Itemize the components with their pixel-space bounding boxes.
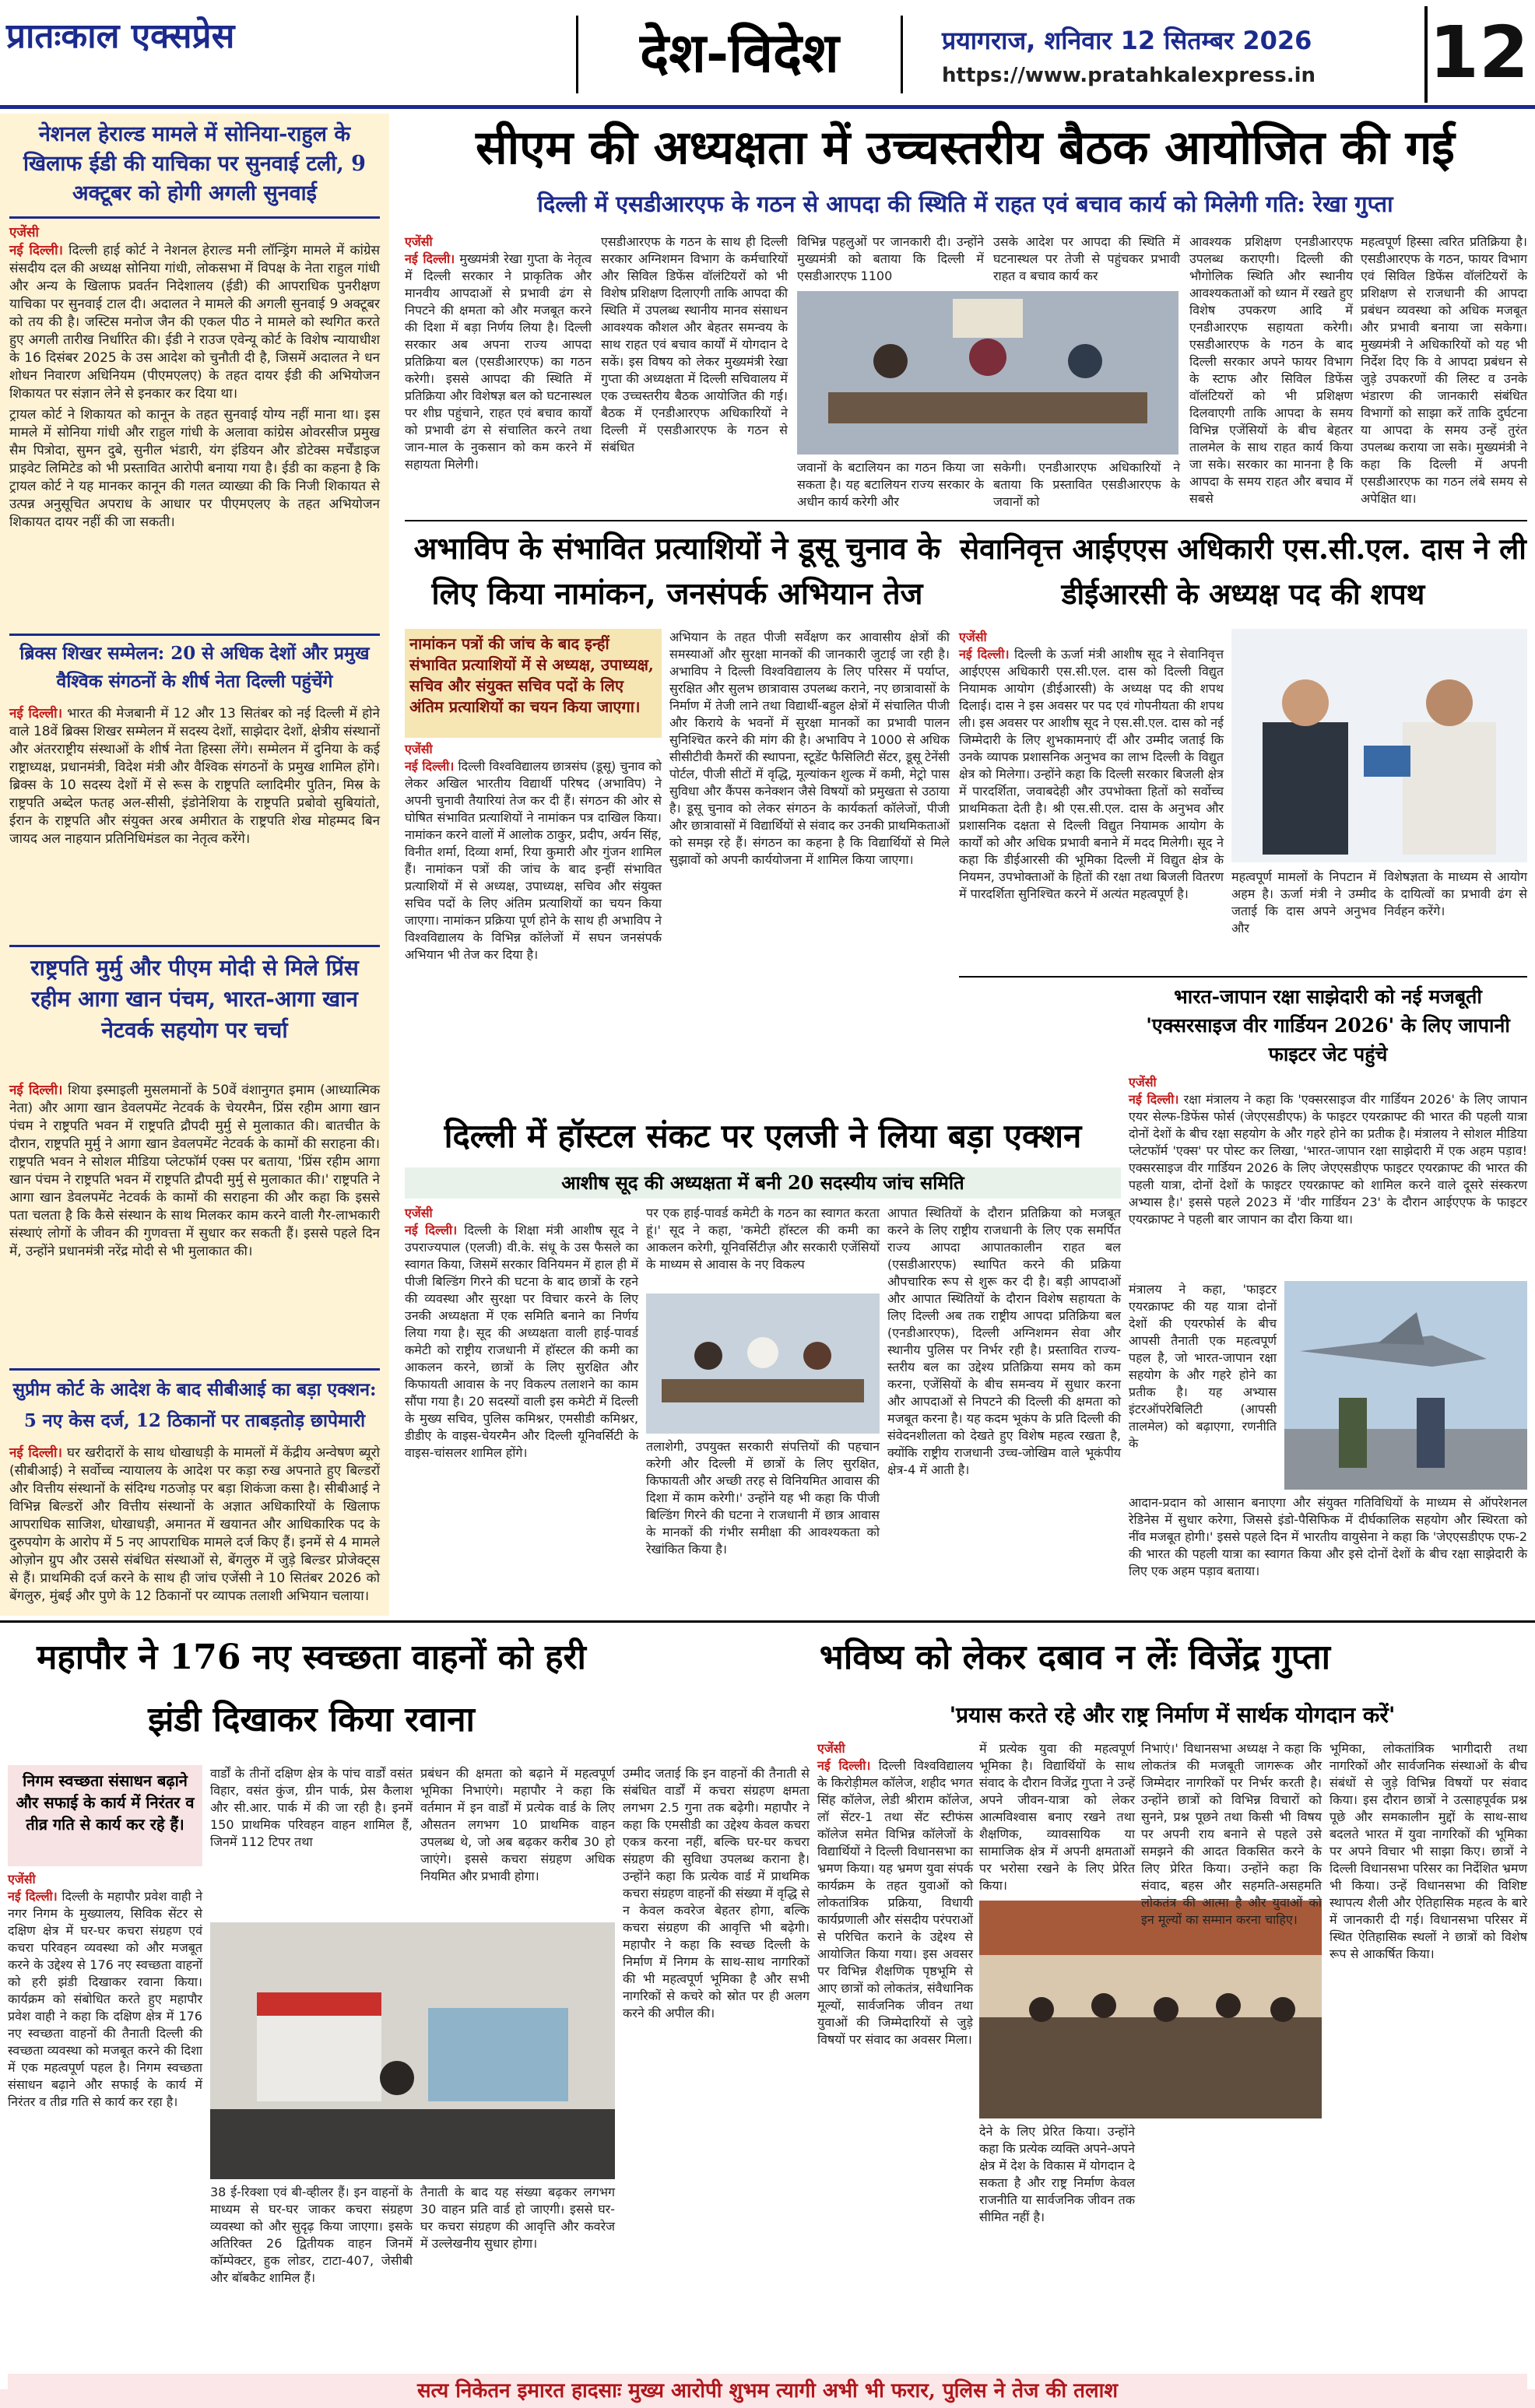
ias-body-right: विशेषज्ञता के माध्यम से आयोग के दायित्वों का प्रभावी ढंग से निर्वहन करेंगे। — [1384, 869, 1527, 918]
divider — [9, 945, 380, 947]
divider — [959, 976, 1527, 978]
abvp-col2: अभियान के तहत पीजी सर्वेक्षण कर आवासीय क्षेत्रों की समस्याओं और सुरक्षा मानकों की जानकारी जुटाई जा रही है। अभाविप ने दिल्ली विश्वविद्यालय के लिए परिसर में पर्याप्त, सुरक्षित और सुलभ छात्रावास उपलब्ध कराने, नए छात्रावासों के निर्माण में तेजी लाने तथा विद्यार्थी-बहुल क्षेत्रों में संचालित पीजी और किराये के भवनों में सुरक्षा मानकों का प्रभावी पालन सुनिश्चित करने की मांग की है। अभाविप ने 1000 से अधिक सीसीटीवी कैमरों की स्थापना, स्टूडेंट फैसिलिटी सेंटर, डूसू टेनेंसी पोर्टल, पीजी सीटों में वृद्धि, मूल्यांकन शुल्क में कमी, मेट्रो पास सुविधा और कैंपस कनेक्शन जैसे विषयों को प्रमुखता से उठाया है। डूसू चुनाव को लेकर संगठन के कार्यकर्ता कॉलेजों, पीजी और छात्रावासों में विद्यार्थियों से संवाद कर उनकी प्राथमिकताओं को समझ रहे हैं। संगठन का कहना है कि विद्यार्थियों से मिले सुझावों को अपनी कार्ययोजना में शामिल किया जाएगा। — [669, 630, 950, 867]
japan-body-narrow: मंत्रालय ने कहा, 'फाइटर एयरक्राफ्ट की यह यात्रा दोनों देशों की एयरफोर्स के बीच आपसी तैनाती एक महत्वपूर्ण पहल है, जो भारत-जापान रक्षा सहयोग के और गहरे होने का प्रतीक है। यह अभ्यास इंटरऑपरेबिलिटी (आपसी तालमेल) को बढ़ाएगा, रणनीति के — [1129, 1282, 1277, 1451]
section-title: देश-विदेश — [576, 16, 903, 93]
byline: एजेंसी — [405, 742, 433, 756]
story4-body — [9, 1444, 380, 1609]
vijender-col4: भूमिका, लोकतांत्रिक भागीदारी तथा नागरिकों और सार्वजनिक संस्थाओं के बीच संबंधों से जुड़े विभिन्न विषयों पर संवाद किया। इस दौरान छात्रों ने उत्साहपूर्वक प्रश्न पूछे और समकालीन मुद्दों के साथ-साथ बदलते भारत में युवा नागरिकों की भूमिका पर अपने विचार भी साझा किए। छात्रों ने दिल्ली विधानसभा परिसर का निर्देशित भ्रमण भी किया। उन्हें विधानसभा की विशिष्ट स्थापत्य शैली और ऐतिहासिक महत्व के बारे में जानकारी दी गई। विधानसभा परिसर में स्थित ऐतिहासिक स्थलों ने छात्रों को विशेष रूप से आकर्षित किया। — [1330, 1741, 1528, 1961]
lead-col1 — [405, 233, 592, 514]
lead-text: मुख्यमंत्री रेखा गुप्ता के नेतृत्व में दिल्ली सरकार ने प्राकृतिक और मानवीय आपदाओं से प्रभावी ढंग से निपटने की क्षमता को और मजबूत करने की दिशा में बड़ा निर्णय लिया है। दिल्ली सरकार अब अपना राज्य आपदा प्रतिक्रिया बल (एसडीआरएफ) का गठन करेगी। इससे आपदा की स्थिति में प्रतिक्रिया और विशेषज्ञ बल को घटनास्थल पर शीघ्र पहुंचाने, राहत एवं बचाव कार्यों को प्रभावी ढंग से संचालित करने तथा जान-माल के नुकसान को कम करने में सहायता मिलेगी। — [405, 251, 592, 472]
hostel-photo — [646, 1294, 880, 1434]
bottom-headline: सत्य निकेतन इमारत हादसाः मुख्य आरोपी शुभम त्यागी अभी भी फरार, पुलिस ने तेज की तलाश — [8, 2374, 1527, 2408]
story1-headline: नेशनल हेराल्ड मामले में सोनिया-राहुल के खिलाफ ईडी की याचिका पर सुनवाई टली, 9 अक्टूबर को होगी अगली सुनवाई — [23, 122, 366, 205]
story3-text: शिया इस्माइली मुसलमानों के 50वें वंशानुगत इमाम (आध्यात्मिक नेता) और आगा खान डेवलपमेंट नेटवर्क के चेयरमैन, प्रिंस रहीम आगा खान पंचम ने राष्ट्रपति भवन में राष्ट्रपति द्रौपदी मुर्मु से मुलाकात की। बातचीत के दौरान, राष्ट्रपति मुर्मु ने आगा खान डेवलपमेंट नेटवर्क के कामों की सराहना की। राष्ट्रपति भवन ने सोशल मीडिया प्लेटफॉर्म एक्स पर बताया, 'प्रिंस रहीम आगा खान पंचम ने राष्ट्रपति भवन में राष्ट्रपति द्रौपदी मुर्मु से मुलाकात की।' राष्ट्रपति ने आगा खान डेवलपमेंट नेटवर्क के कामों की सराहना की और कहा कि इससे पता चलता है कि कैसे संस्थान के साथ मिलकर काम करने वाली गैर-लाभकारी संस्थाएं लोगों के जीवन की गुणवत्ता में सुधार कर सकती हैं। इससे पहले दिन में, उन्होंने प्रधानमंत्री नरेंद्र मोदी से भी मुलाकात की। — [9, 1083, 381, 1259]
vijender-text: दिल्ली विश्वविद्यालय के किरोड़ीमल कॉलेज, शहीद भगत सिंह कॉलेज, लेडी श्रीराम कॉलेज, लॉ सेंटर-1 तथा सेंट स्टीफंस कॉलेज समेत विभिन्न कॉलेजों के विद्यार्थियों ने दिल्ली विधानसभा का भ्रमण किया। यह भ्रमण युवा संपर्क कार्यक्रम के तहत युवाओं को लोकतांत्रिक प्रक्रिया, विधायी कार्यप्रणाली और संसदीय परंपराओं से परिचित कराने के उद्देश्य से आयोजित किया गया। इस अवसर पर विभिन्न शैक्षणिक पृष्ठभूमि से आए छात्रों को लोकतंत्र, संवैधानिक मूल्यों, सार्वजनिक जीवन तथा युवाओं की जिम्मेदारियों से जुड़े विषयों पर संवाद का अवसर मिला। — [817, 1758, 974, 2047]
vijender-col3: निभाएं।' विधानसभा अध्यक्ष ने कहा कि लोकतंत्र की मजबूती जागरूक और जिम्मेदार नागरिकों पर निर्भर करती है। उन्होंने छात्रों को विभिन्न विचारों को सुनने, प्रश्न पूछने तथा किसी भी विषय पर अपनी राय बनाने से पहले उसे समझने की आदत विकसित करने के लिए प्रेरित किया। उन्होंने कहा कि संवाद, बहस और सहमति-असहमति लोकतंत्र की आत्मा है और युवाओं को इन मूल्यों का सम्मान करना चाहिए। — [1141, 1741, 1322, 1927]
dateline: नई दिल्ली। — [405, 251, 455, 266]
story1-body — [9, 224, 380, 629]
abvp-col1 — [405, 741, 662, 1107]
vijender-headline: भविष्य को लेकर दबाव न लेंः विजेंद्र गुप्ता — [819, 1638, 1331, 1677]
vehicles-photo-image — [210, 1922, 615, 2179]
mayor-col1 — [8, 1871, 202, 2385]
lead-headline: सीएम की अध्यक्षता में उच्चस्तरीय बैठक आयोजित की गई — [476, 121, 1455, 175]
story2-text: भारत की मेजबानी में 12 और 13 सितंबर को नई दिल्ली में होने वाले 18वें ब्रिक्स शिखर सम्मेलन में सदस्य देशों, साझेदार देशों, क्षेत्रीय संस्थानों और अंतरराष्ट्रीय संस्थाओं के शीर्ष नेता हिस्सा लेंगे। सम्मेलन में दुनिया के कई राष्ट्राध्यक्ष, प्रधानमंत्री, विदेश मंत्री और वैश्विक संगठनों के प्रमुख शामिल होंगे। ब्रिक्स के 10 सदस्य देशों में से रूस के राष्ट्रपति व्लादिमीर पुतिन, मिस्र के राष्ट्रपति अब्देल फतह अल-सीसी, इंडोनेशिया के राष्ट्रपति प्रबोवो सुबियांतो, ईरान के राष्ट्रपति और संयुक्त अरब अमीरात के राष्ट्रपति शेख मोहम्मद बिन जायद अल नाहयान प्रतिनिधिमंडल का नेतृत्व करेंगे। — [9, 706, 380, 847]
story1-text2: ट्रायल कोर्ट ने शिकायत को कानून के तहत सुनवाई योग्य नहीं माना था। इस मामले में सोनिया गांधी और राहुल गांधी के अलावा कांग्रेस ओवरसीज प्रमुख सैम पित्रोदा, सुमन दुबे, सुनील भंडारी, यंग इंडियन और डोटेक्स मर्चेंडाइज प्राइवेट लिमिटेड को भी प्रस्तावित आरोपी बनाया गया है। ईडी का कहना है कि ट्रायल कोर्ट ने यह मानकर कानून की गलत व्याख्या की कि निजी शिकायत से उत्पन्न अनुसूचित अपराध के आधार पर पीएमएलए के तहत अभियोजन शिकायत दायर नहीं की जा सकती। — [9, 407, 380, 530]
lead-subheadline: दिल्ली में एसडीआरएफ के गठन से आपदा की स्थिति में राहत एवं बचाव कार्य को मिलेगी गति: रेखा गुप्ता — [537, 191, 1393, 217]
byline: एजेंसी — [405, 234, 433, 249]
date-line: प्रयागराज, शनिवार 12 सितम्बर 2026 — [942, 26, 1312, 55]
story2-body — [9, 705, 380, 939]
hostel-col3: आपात स्थितियों के दौरान प्रतिक्रिया को मजबूत करने के लिए राष्ट्रीय राजधानी के लिए एक समर्पित राज्य आपदा आपातकालीन राहत बल (एसडीआरएफ) स्थापित करने की प्रक्रिया औपचारिक रूप से शुरू कर दी है। बड़ी आपदाओं और आपात स्थितियों के दौरान विशेष सहायता के लिए दिल्ली अब तक राष्ट्रीय आपदा प्रतिक्रिया बल (एनडीआरएफ), दिल्ली अग्निशमन सेवा और स्थानीय पुलिस पर निर्भर रही है। प्रस्तावित राज्य-स्तरीय बल का उद्देश्य प्रतिक्रिया समय को कम करना, एजेंसियों के बीच समन्वय में सुधार करना और आपदाओं से निपटने की दिल्ली की क्षमता को मजबूत करना है। यह कदम भूकंप के प्रति दिल्ली की संवेदनशीलता को देखते हुए विशेष महत्व रखता है, क्योंकि राष्ट्रीय राजधानी उच्च-जोखिम वाले भूकंपीय क्षेत्र-4 में आती है। — [887, 1206, 1121, 1477]
dateline: नई दिल्ली। — [9, 706, 63, 721]
vijender-col3b — [1141, 2123, 1322, 2385]
story3-headline: राष्ट्रपति मुर्मु और पीएम मोदी से मिले प्रिंस रहीम आगा खान पंचम, भारत-आगा खान नेटवर्क सहयोग पर चर्चा — [30, 955, 359, 1043]
vehicles-photo — [210, 1922, 615, 2179]
byline: एजेंसी — [1129, 1075, 1157, 1090]
dateline: नई दिल्ली। — [1129, 1092, 1179, 1107]
dateline: नई दिल्ली। — [959, 647, 1010, 662]
mayor-col3b: तैनाती के बाद यह संख्या बढ़कर लगभग 30 वाहन प्रति वार्ड हो जाएगी। इससे घर-घर कचरा संग्रहण की आवृत्ति और कवरेज में उल्लेखनीय सुधार होगा। — [420, 2185, 615, 2251]
lead-col5: आवश्यक प्रशिक्षण एनडीआरएफ उपलब्ध कराएगी। दिल्ली की भौगोलिक स्थिति और स्थानीय आवश्यकताओं को ध्यान में रखते हुए विशेष उपकरण आदि में एनडीआरएफ सहायता करेगी। एसडीआरएफ के गठन के बाद दिल्ली सरकार अपने फायर विभाग के स्टाफ और सिविल डिफेंस वॉलंटियरों को भी प्रशिक्षण दिलवाएगी ताकि आपदा के समय विभिन्न एजेंसियों के बीच बेहतर तालमेल के साथ राहत कार्य किया जा सके। सरकार का मानना है कि आपदा के समय राहत और बचाव में सबसे — [1189, 234, 1353, 506]
left-column — [0, 114, 389, 1616]
lead-col3a: विभिन्न पहलुओं पर जानकारी दी। उन्होंने मुख्यमंत्री को बताया कि दिल्ली में एसडीआरएफ 1100 — [797, 234, 984, 283]
vijender-col2b: देने के लिए प्रेरित किया। उन्होंने कहा कि प्रत्येक व्यक्ति अपने-अपने क्षेत्र में देश के विकास में योगदान दे सकता है और राष्ट्र निर्माण केवल राजनीति या सार्वजनिक जीवन तक सीमित नहीं है। — [979, 2124, 1135, 2224]
ias-headline: सेवानिवृत्त आईएएस अधिकारी एस.सी.एल. दास ने ली डीईआरसी के अध्यक्ष पद की शपथ — [960, 532, 1526, 611]
lead-col4b: सकेगी। एनडीआरएफ अधिकारियों ने बताया कि प्रस्तावित एसडीआरएफ के जवानों को — [993, 460, 1180, 509]
hostel-col1 — [405, 1205, 638, 1614]
hostel-text: दिल्ली के शिक्षा मंत्री आशीष सूद ने उपराज्यपाल (एलजी) वी.के. संधू के उस फैसले का स्वागत किया, जिसमें सरकार विनियमन में हाल ही में पीजी बिल्डिंग गिरने की घटना के बाद छात्रों के रहने की व्यवस्था और सुरक्षा पर विचार करने के लिए उनकी अध्यक्षता में एक समिति बनाने का निर्णय लिया गया है। सूद की अध्यक्षता वाली हाई-पावर्ड कमेटी को राष्ट्रीय राजधानी में हॉस्टल की कमी का आकलन करने, छात्रों के लिए सुरक्षित और किफायती आवास के नए विकल्प तलाशने का काम सौंपा गया है। 20 सदस्यों वाली इस कमेटी में दिल्ली के मुख्य सचिव, पुलिस कमिश्नर, एमसीडी कमिश्नर, डीडीए के वाइस-चेयरमैन और दिल्ली यूनिवर्सिटी के वाइस-चांसलर शामिल होंगे। — [405, 1223, 639, 1460]
ias-body-left: महत्वपूर्ण मामलों के निपटान में अहम है। ऊर्जा मंत्री ने उम्मीद जताई कि दास अपने अनुभव और — [1231, 869, 1376, 935]
masthead — [0, 0, 1535, 109]
vijender-col2: में प्रत्येक युवा की महत्वपूर्ण भूमिका है। विद्यार्थियों के साथ संवाद के दौरान विजेंद्र गुप्ता ने उन्हें अपने जीवन-यात्रा को लेकर आत्मविश्वास बनाए रखने तथा शैक्षणिक, व्यावसायिक या सामाजिक क्षेत्र में अपनी क्षमताओं पर भरोसा रखने के लिए प्रेरित किया। — [979, 1741, 1135, 1893]
meeting-photo-image — [797, 291, 1178, 455]
divider — [9, 634, 380, 636]
page-number: 12 — [1424, 6, 1530, 103]
byline: एजेंसी — [8, 1872, 36, 1887]
dateline: नई दिल्ली। — [9, 1445, 62, 1461]
dateline: नई दिल्ली। — [405, 1223, 458, 1237]
mayor-col2b: 38 ई-रिक्शा एवं बी-व्हीलर हैं। इन वाहनों के माध्यम से घर-घर जाकर कचरा संग्रहण व्यवस्था को और सुदृढ़ किया जाएगा। इसके अतिरिक्त 26 द्वितीयक वाहन जिनमें कॉम्पेक्टर, हुक लोडर, टाटा-407, जेसीबी और बॉबकैट शामिल हैं। — [210, 2185, 413, 2285]
dateline: नई दिल्ली। — [9, 1083, 63, 1098]
byline: एजेंसी — [405, 1206, 433, 1220]
story2-headline: ब्रिक्स शिखर सम्मेलन: 20 से अधिक देशों और प्रमुख वैश्विक संगठनों के शीर्ष नेता दिल्ली पहुंचेंगे — [19, 643, 370, 692]
jet-photo-image — [1284, 1281, 1527, 1490]
abvp-text: दिल्ली विश्वविद्यालय छात्रसंघ (डूसू) चुनाव को लेकर अखिल भारतीय विद्यार्थी परिषद (अभाविप) ने अपनी चुनावी तैयारियां तेज कर दी हैं। संगठन की ओर से घोषित संभावित प्रत्याशियों ने नामांकन पत्र दाखिल किया। नामांकन करने वालों में आलोक ठाकुर, प्रदीप, अर्यन सिंह, विनीत शर्मा, दिव्या शर्मा, रिया कुमारी और गुंजन शामिल हैं। नामांकन पत्रों की जांच के बाद इन्हीं संभावित प्रत्याशियों में से अध्यक्ष, उपाध्यक्ष, सचिव और संयुक्त सचिव पदों के लिए अंतिम प्रत्याशियों का चयन किया जाएगा। नामांकन प्रक्रिया पूर्ण होने के साथ ही अभाविप ने विश्वविद्यालय के विभिन्न कॉलेजों में सघन जनसंपर्क अभियान भी तेज कर दिया है। — [405, 759, 662, 962]
oath-photo-image — [1231, 629, 1527, 862]
mayor-headline: महापौर ने 176 नए स्वच्छता वाहनों को हरी झंडी दिखाकर किया रवाना — [37, 1638, 586, 1739]
hostel-photo-image — [646, 1294, 880, 1434]
japan-text: रक्षा मंत्रालय ने कहा कि 'एक्सरसाइज वीर गार्डियन 2026' के लिए जापान एयर सेल्फ-डिफेंस फोर्स (जेएएसडीएफ) के फाइटर एयरक्राफ्ट की भारत की पहली यात्रा दोनों देशों के बीच रक्षा सहयोग के और गहरे होने का प्रतीक है। मंत्रालय ने सोशल मीडिया प्लेटफॉर्म 'एक्स' पर पोस्ट कर लिखा, 'भारत-जापान रक्षा साझेदारी में एक अहम पड़ाव! एक्सरसाइज वीर गार्डियन 2026 के लिए जेएएसडीएफ फाइटर एयरक्राफ्ट की भारत की पहली यात्रा, दोनों देशों के फाइटर एयरक्राफ्ट को शामिल करने वाले दूसरे संस्करण अभ्यास है।' इससे पहले 2023 में 'वीर गार्डियन 23' के दौरान आईएएफ के फाइटर एयरक्राफ्ट ने पहली बार जापान का दौरा किया था। — [1129, 1092, 1527, 1227]
ias-text: दिल्ली के ऊर्जा मंत्री आशीष सूद ने सेवानिवृत्त आईएएस अधिकारी एस.सी.एल. दास को दिल्ली विद्युत नियामक आयोग (डीईआरसी) के अध्यक्ष पद की शपथ दिलाई। दास ने इस अवसर पर पद एवं गोपनीयता की शपथ ली। इस अवसर पर आशीष सूद ने एस.सी.एल. दास को नई जिम्मेदारी के लिए शुभकामनाएं दीं और उम्मीद जताई कि उनके व्यापक प्रशासनिक अनुभव का लाभ दिल्ली के विद्युत क्षेत्र को मिलेगा। उन्होंने कहा कि दिल्ली सरकार बिजली क्षेत्र में पारदर्शिता, जवाबदेही और उपभोक्ता हितों को सर्वोच्च प्राथमिकता देती है। श्री एस.सी.एल. दास के अनुभव और प्रशासनिक दक्षता से दिल्ली विद्युत नियामक आयोग के कार्यों को और अधिक प्रभावी बनाने में मदद मिलेगी। सूद ने कहा कि डीईआरसी की भूमिका दिल्ली में विद्युत क्षेत्र के नियमन, उपभोक्ताओं के हितों की रक्षा तथा बिजली वितरण में पारदर्शिता सुनिश्चित करने में अत्यंत महत्वपूर्ण है। — [959, 647, 1224, 901]
jet-photo — [1284, 1281, 1527, 1490]
paper-name: प्रातःकाल एक्सप्रेस — [6, 16, 235, 56]
assembly-photo-image — [979, 1901, 1322, 2118]
abvp-pullquote: नामांकन पत्रों की जांच के बाद इन्हीं संभावित प्रत्याशियों में से अध्यक्ष, उपाध्यक्ष, सचिव और संयुक्त सचिव पदों के लिए अंतिम प्रत्याशियों का चयन किया जाएगा। — [405, 629, 662, 738]
story3-body — [9, 1082, 380, 1364]
divider — [0, 1620, 1535, 1623]
dateline: नई दिल्ली। — [817, 1758, 871, 1773]
vijender-subheadline: 'प्रयास करते रहे और राष्ट्र निर्माण में सार्थक योगदान करें' — [949, 1702, 1396, 1728]
story4-headline: सुप्रीम कोर्ट के आदेश के बाद सीबीआई का बड़ा एक्शन: 5 नए केस दर्ज, 12 ठिकानों पर ताबड़तोड़ छापेमारी — [12, 1379, 377, 1431]
byline: एजेंसी — [9, 225, 39, 240]
byline: एजेंसी — [817, 1741, 845, 1756]
lead-col3b: जवानों के बटालियन का गठन किया जा सकता है। यह बटालियन राज्य सरकार के अधीन कार्य करेगी और — [797, 460, 984, 509]
japan-headline: भारत-जापान रक्षा साझेदारी को नई मजबूती 'एक्सरसाइज वीर गार्डियन 2026' के लिए जापानी फाइटर जेट पहुंचे — [1146, 985, 1510, 1065]
hostel-headline: दिल्ली में हॉस्टल संकट पर एलजी ने लिया बड़ा एक्शन — [444, 1117, 1082, 1155]
byline: एजेंसी — [959, 630, 987, 644]
hostel-col2b: तलाशेगी, उपयुक्त सरकारी संपत्तियों की पहचान करेगी और दिल्ली में छात्रों के लिए सुरक्षित, किफायती और अच्छी तरह से विनियमित आवास की दिशा में काम करेगी।' उन्होंने यह भी कहा कि पीजी बिल्डिंग गिरने की घटना ने राजधानी में छात्र आवास के मानकों की गंभीर समीक्षा की आवश्यकता को रेखांकित किया है। — [646, 1439, 880, 1557]
lead-col6: महत्वपूर्ण हिस्सा त्वरित प्रतिक्रिया है। एसडीआरएफ के गठन, फायर विभाग एवं सिविल डिफेंस वॉलंटियरों के प्रशिक्षण से राजधानी की आपदा प्रबंधन व्यवस्था को अधिक मजबूत और प्रभावी बनाया जा सकेगा। मुख्यमंत्री ने अधिकारियों को यह भी निर्देश दिए कि वे आपदा प्रबंधन से जुड़े उपकरणों की लिस्ट व उनके भंडारण की जानकारी संबंधित विभागों को साझा करें ताकि दुर्घटना या आपदा के समय उन्हें तुरंत उपलब्ध कराया जा सके। मुख्यमंत्री ने कहा कि दिल्ली में अपनी एसडीआरएफ का गठन लंबे समय से अपेक्षित था। — [1361, 234, 1527, 506]
divider — [9, 216, 380, 219]
japan-body — [1129, 1074, 1527, 1276]
mayor-pullquote: निगम स्वच्छता संसाधन बढ़ाने और सफाई के कार्य में निरंतर व तीव्र गति से कार्य कर रहे हैं। — [8, 1765, 202, 1866]
website-link[interactable]: https://www.pratahkalexpress.in — [942, 64, 1316, 87]
mayor-text: दिल्ली के महापौर प्रवेश वाही ने नगर निगम के मुख्यालय, सिविक सेंटर से दक्षिण क्षेत्र में घर-घर कचरा संग्रहण एवं कचरा परिवहन व्यवस्था को और मजबूत करने के उद्देश्य से 176 नए स्वच्छता वाहनों को हरी झंडी दिखाकर रवाना किया। कार्यक्रम को संबोधित करते हुए महापौर प्रवेश वाही ने कहा कि दक्षिण क्षेत्र में 176 नए स्वच्छता वाहनों की तैनाती दिल्ली की स्वच्छता व्यवस्था को मजबूत करने की दिशा में एक महत्वपूर्ण पहल है। निगम स्वच्छता संसाधन बढ़ाने और सफाई के कार्य में निरंतर व तीव्र गति से कार्य कर रहा है। — [8, 1889, 202, 2109]
divider — [405, 520, 1527, 521]
lead-col4a: उसके आदेश पर आपदा की स्थिति में घटनास्थल पर तेजी से पहुंचकर प्रभावी राहत व बचाव कार्य कर — [993, 234, 1180, 283]
abvp-headline: अभाविप के संभावित प्रत्याशियों ने डूसू चुनाव के लिए किया नामांकन, जनसंपर्क अभियान तेज — [413, 531, 941, 612]
japan-body-bottom: आदान-प्रदान को आसान बनाएगा और संयुक्त गतिविधियों के माध्यम से ऑपरेशनल रेडिनेस में सुधार करेगा, जिससे इंडो-पैसिफिक में दीर्घकालिक सहयोग और स्थिरता को नींव मजबूत होगी।' इससे पहले दिन में भारतीय वायुसेना ने कहा कि 'जेएएसडीएफ एफ-2 की भारत की पहली यात्रा का स्वागत किया और इसे दोनों देशों के बीच रक्षा साझेदारी के लिए एक अहम पड़ाव बताया। — [1129, 1495, 1527, 1578]
story1-text: दिल्ली हाई कोर्ट ने नेशनल हेराल्ड मनी लॉन्ड्रिंग मामले में कांग्रेस संसदीय दल की अध्यक्ष सोनिया गांधी, लोकसभा में विपक्ष के नेता राहुल गांधी और अन्य के खिलाफ प्रवर्तन निदेशालय (ईडी) की आपराधिक पुनरीक्षण याचिका पर सुनवाई टाल दी। अदालत ने मामले की अगली सुनवाई 9 अक्टूबर को तय की है। जस्टिस मनोज जैन की एकल पीठ ने मामले को स्थगित करते हुए अगली तारीख निर्धारित की। ईडी ने राउज एवेन्यू कोर्ट के विशेष न्यायाधीश के 16 दिसंबर 2025 के उस आदेश को चुनौती दी है, जिसमें अदालत ने धन शोधन निवारण अधिनियम (पीएमएलए) के तहत दायर ईडी की अभियोजन शिकायत पर संज्ञान लेने से इनकार कर दिया था। — [9, 243, 381, 402]
dateline: नई दिल्ली। — [8, 1889, 58, 1904]
meeting-photo — [797, 291, 1178, 455]
divider — [9, 1368, 380, 1371]
mayor-col4: उम्मीद जताई कि इन वाहनों की तैनाती से संबंधित वार्डों में कचरा संग्रहण क्षमता लगभग 2.5 गुना तक बढ़ेगी। महापौर ने कहा कि एमसीडी का उद्देश्य केवल कचरा एकत्र करना नहीं, बल्कि घर-घर कचरा संग्रहण की सुविधा उपलब्ध कराना है। उन्होंने कहा कि प्रत्येक वार्ड में प्राथमिक कचरा संग्रहण वाहनों की संख्या में वृद्धि से न केवल कवरेज बेहतर होगा, बल्कि कचरा संग्रहण की आवृत्ति भी बढ़ेगी। महापौर ने कहा कि स्वच्छ दिल्ली के निर्माण में निगम के साथ-साथ नागरिकों की भी महत्वपूर्ण भूमिका है और सभी नागरिकों से कचरे को स्रोत पर ही अलग करने की अपील की। — [623, 1766, 810, 2020]
hostel-subheadline: आशीष सूद की अध्यक्षता में बनी 20 सदस्यीय जांच समिति — [405, 1167, 1121, 1199]
oath-photo — [1231, 629, 1527, 862]
story4-text: घर खरीदारों के साथ धोखाधड़ी के मामलों में केंद्रीय अन्वेषण ब्यूरो (सीबीआई) ने सर्वोच्च न्यायालय के आदेश पर कड़ा रुख अपनाते हुए बिल्डरों और वित्तीय संस्थानों के संदिग्ध गठजोड़ पर बड़ा शिकंजा कसा है। सीबीआई ने विभिन्न बिल्डरों और वित्तीय संस्थानों के अज्ञात अधिकारियों के खिलाफ आपराधिक साजिश, धोखाधड़ी, अमानत में खयानत और आधिकारिक पद के दुरुपयोग के आरोप में 5 नए आपराधिक मामले दर्ज किए हैं। इनमें से 4 मामले ओज़ोन ग्रुप और उससे संबंधित संस्थाओं से, बेंगलुरु में जुड़े बिल्डर प्रोजेक्ट्स से हैं। प्राथमिकी दर्ज करने के साथ ही जांच एजेंसी ने 10 सितंबर 2026 को बेंगलुरु, मुंबई और पुणे के 12 ठिकानों पर व्यापक तलाशी अभियान चलाया। — [9, 1445, 380, 1604]
mayor-col2: वार्डों के तीनों दक्षिण क्षेत्र के पांच वार्डों वसंत विहार, वसंत कुंज, ग्रीन पार्क, प्रेस कैलाश और सी.आर. पार्क में की जा रही है। इनमें 150 प्राथमिक परिवहन वाहन शामिल हैं, जिनमें 112 टिपर तथा — [210, 1766, 413, 1849]
mayor-col3: प्रबंधन की क्षमता को बढ़ाने में महत्वपूर्ण भूमिका निभाएंगे। महापौर ने कहा कि वर्तमान में इन वार्डों में प्रत्येक वार्ड के लिए औसतन लगभग 10 प्राथमिक वाहन उपलब्ध थे, जो अब बढ़कर करीब 30 हो जाएंगे। इससे कचरा संग्रहण अधिक नियमित और प्रभावी होगा। — [420, 1766, 615, 1883]
dateline: नई दिल्ली। — [9, 243, 63, 258]
ias-body — [959, 629, 1224, 971]
lead-col2: एसडीआरएफ के गठन के साथ ही दिल्ली सरकार अग्निशमन विभाग के कर्मचारियों और सिविल डिफेंस वॉलंटियरों को भी विशेष प्रशिक्षण दिलाएगी ताकि आपदा की स्थिति में उपलब्ध स्थानीय मानव संसाधन आवश्यक कौशल और बेहतर समन्वय के साथ राहत एवं बचाव कार्यों में योगदान दे सकें। इस विषय को लेकर मुख्यमंत्री रेखा गुप्ता की अध्यक्षता में दिल्ली सचिवालय में एक उच्चस्तरीय बैठक आयोजित की गई। बैठक में एनडीआरएफ अधिकारियों ने दिल्ली में एसडीआरएफ के गठन से संबंधित — [601, 234, 788, 455]
hostel-col2: पर एक हाई-पावर्ड कमेटी के गठन का स्वागत करता हूं।' सूद ने कहा, 'कमेटी हॉस्टल की कमी का आकलन करेगी, यूनिवर्सिटीज़ और सरकारी एजेंसियों के माध्यम से आवास के नए विकल्प — [646, 1206, 880, 1272]
dateline: नई दिल्ली। — [405, 759, 455, 774]
assembly-photo — [979, 1901, 1322, 2118]
vijender-col1 — [817, 1740, 973, 2385]
